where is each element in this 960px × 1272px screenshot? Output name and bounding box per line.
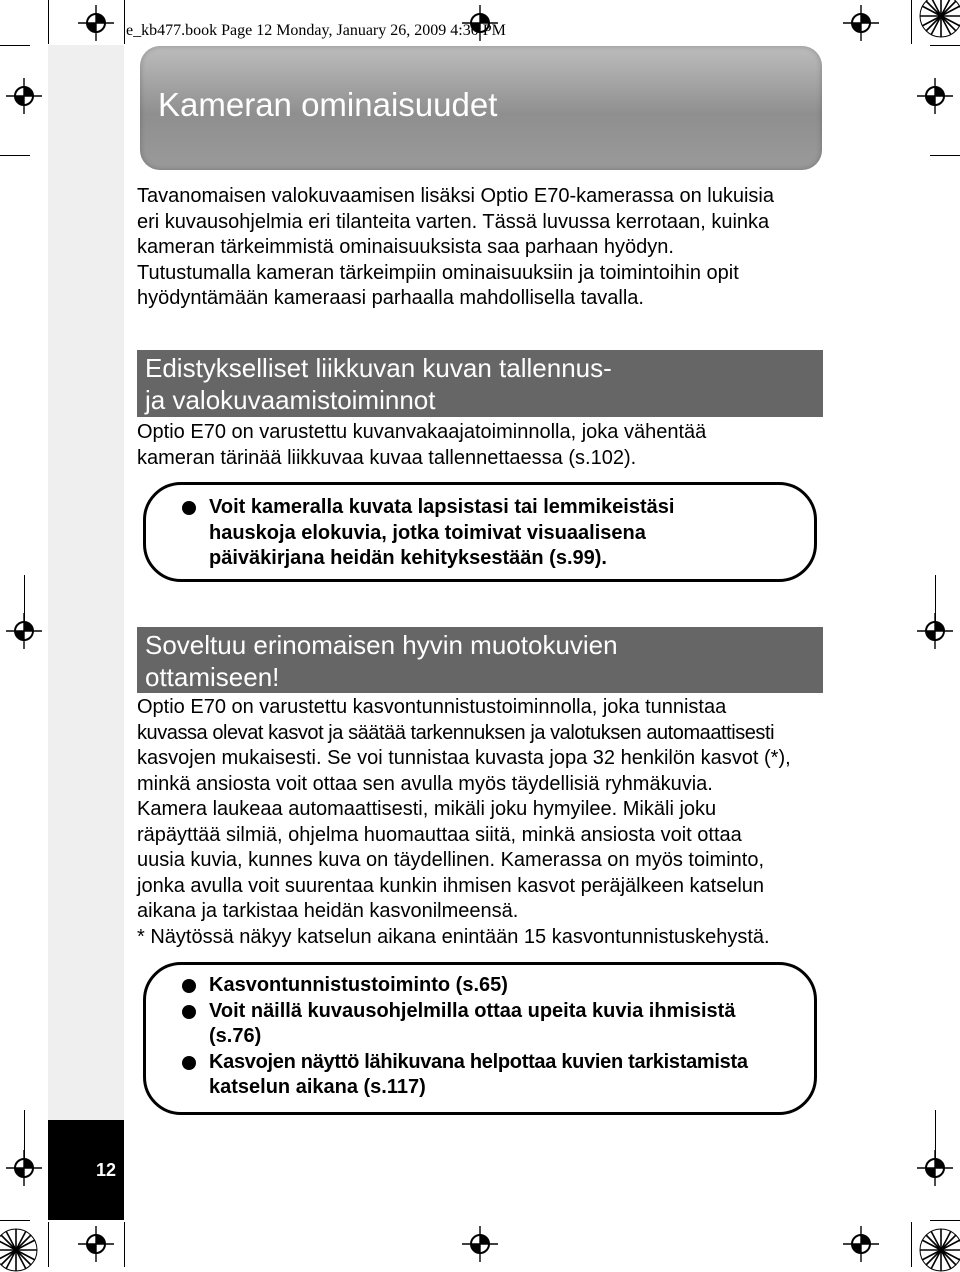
page-title: Kameran ominaisuudet: [158, 86, 498, 123]
section-body: [137, 695, 791, 950]
bullet-line: (s.76): [209, 1025, 262, 1047]
heading-line: Soveltuu erinomaisen hyvin muotokuvien: [145, 630, 618, 660]
bullet-icon: [182, 501, 196, 515]
text-line: minkä ansiosta voit ottaa sen avulla myös täydellisiä ryhmäkuvia.: [137, 772, 713, 795]
heading-line: ja valokuvaamistoiminnot: [145, 385, 436, 415]
color-rosette-icon: [0, 1228, 38, 1272]
text-line: jonka avulla voit suurentaa kunkin ihmisen kasvot peräjälkeen katselun: [137, 874, 765, 897]
color-rosette-icon: [919, 0, 960, 38]
bullet-icon: [182, 979, 196, 993]
highlight-box: [143, 962, 817, 1115]
text-line: kasvojen mukaisesti. Se voi tunnistaa kuvasta jopa 32 henkilön kasvot (*),: [137, 747, 791, 769]
heading-line: Edistykselliset liikkuvan kuvan tallennus-: [145, 353, 612, 383]
heading-line: ottamiseen!: [145, 662, 280, 692]
page-number: 12: [48, 1120, 124, 1220]
registration-mark-icon: [6, 613, 42, 649]
text-line: Tutustumalla kameran tärkeimpiin ominaisuuksiin ja toimintoihin opit: [137, 261, 739, 284]
bullet-icon: [182, 1056, 196, 1070]
registration-mark-icon: [6, 78, 42, 114]
page-margin-strip: [48, 45, 124, 1220]
bullet-line: Voit kameralla kuvata lapsistasi tai lemmikeistäsi: [209, 496, 675, 518]
book-header: e_kb477.book Page 12 Monday, January 26, 2009 4:30 PM: [126, 22, 506, 39]
text-line: uusia kuvia, kunnes kuva on täydellinen. Kamerassa on myös toiminto,: [137, 849, 765, 871]
registration-mark-icon: [917, 1150, 953, 1186]
registration-mark-icon: [917, 613, 953, 649]
intro-paragraph: [137, 184, 774, 312]
text-line: kameran tärinää liikkuvaa kuvaa tallennettaessa (s.102).: [137, 446, 637, 469]
bullet-line: Kasvontunnistustoiminto (s.65): [209, 974, 508, 996]
text-line: hyödyntämään kameraasi parhaalla mahdollisella tavalla.: [137, 287, 644, 309]
registration-mark-icon: [78, 1226, 114, 1262]
footnote: * Näytössä näkyy katselun aikana enintään 15 kasvontunnistuskehystä.: [137, 925, 770, 948]
bullet-icon: [182, 1005, 196, 1019]
list-item: [182, 999, 748, 1050]
highlight-box: [143, 482, 817, 582]
registration-mark-icon: [6, 1150, 42, 1186]
section-heading: [137, 627, 823, 693]
registration-mark-icon: [843, 1226, 879, 1262]
section-heading: [137, 350, 823, 417]
bullet-line: Kasvojen näyttö lähikuvana helpottaa kuvien tarkistamista: [209, 1050, 748, 1073]
list-item: [182, 495, 674, 572]
bullet-list: [182, 495, 674, 572]
text-line: kameran tärkeimmistä ominaisuuksista saa parhaan hyödyn.: [137, 236, 674, 258]
color-rosette-icon: [919, 1228, 960, 1272]
registration-mark-icon: [78, 5, 114, 41]
registration-mark-icon: [462, 1226, 498, 1262]
text-line: kuvassa olevat kasvot ja säätää tarkennuksen ja valotuksen automaattisesti: [137, 721, 775, 744]
bullet-line: hauskoja elokuvia, jotka toimivat visuaalisena: [209, 521, 646, 544]
text-line: Optio E70 on varustettu kasvontunnistustoiminnolla, joka tunnistaa: [137, 696, 727, 718]
text-line: räpäyttää silmiä, ohjelma huomauttaa siitä, minkä ansiosta voit ottaa: [137, 823, 742, 846]
text-line: aikana ja tarkistaa heidän kasvonilmeensä.: [137, 900, 519, 922]
list-item: [182, 973, 748, 999]
text-line: Kamera laukeaa automaattisesti, mikäli joku hymyilee. Mikäli joku: [137, 798, 717, 820]
registration-mark-icon: [917, 78, 953, 114]
title-banner: [140, 46, 822, 170]
list-item: [182, 1050, 748, 1101]
bullet-line: päiväkirjana heidän kehityksestään (s.99).: [209, 547, 607, 569]
bullet-line: katselun aikana (s.117): [209, 1076, 426, 1098]
text-line: eri kuvausohjelmia eri tilanteita varten. Tässä luvussa kerrotaan, kuinka: [137, 210, 770, 233]
text-line: Optio E70 on varustettu kuvanvakaajatoiminnolla, joka vähentää: [137, 421, 707, 443]
bullet-line: Voit näillä kuvausohjelmilla ottaa upeita kuvia ihmisistä: [209, 999, 736, 1022]
section-body: [137, 420, 706, 471]
registration-mark-icon: [843, 5, 879, 41]
text-line: Tavanomaisen valokuvaamisen lisäksi Optio E70-kamerassa on lukuisia: [137, 185, 774, 207]
bullet-list: [182, 973, 748, 1101]
